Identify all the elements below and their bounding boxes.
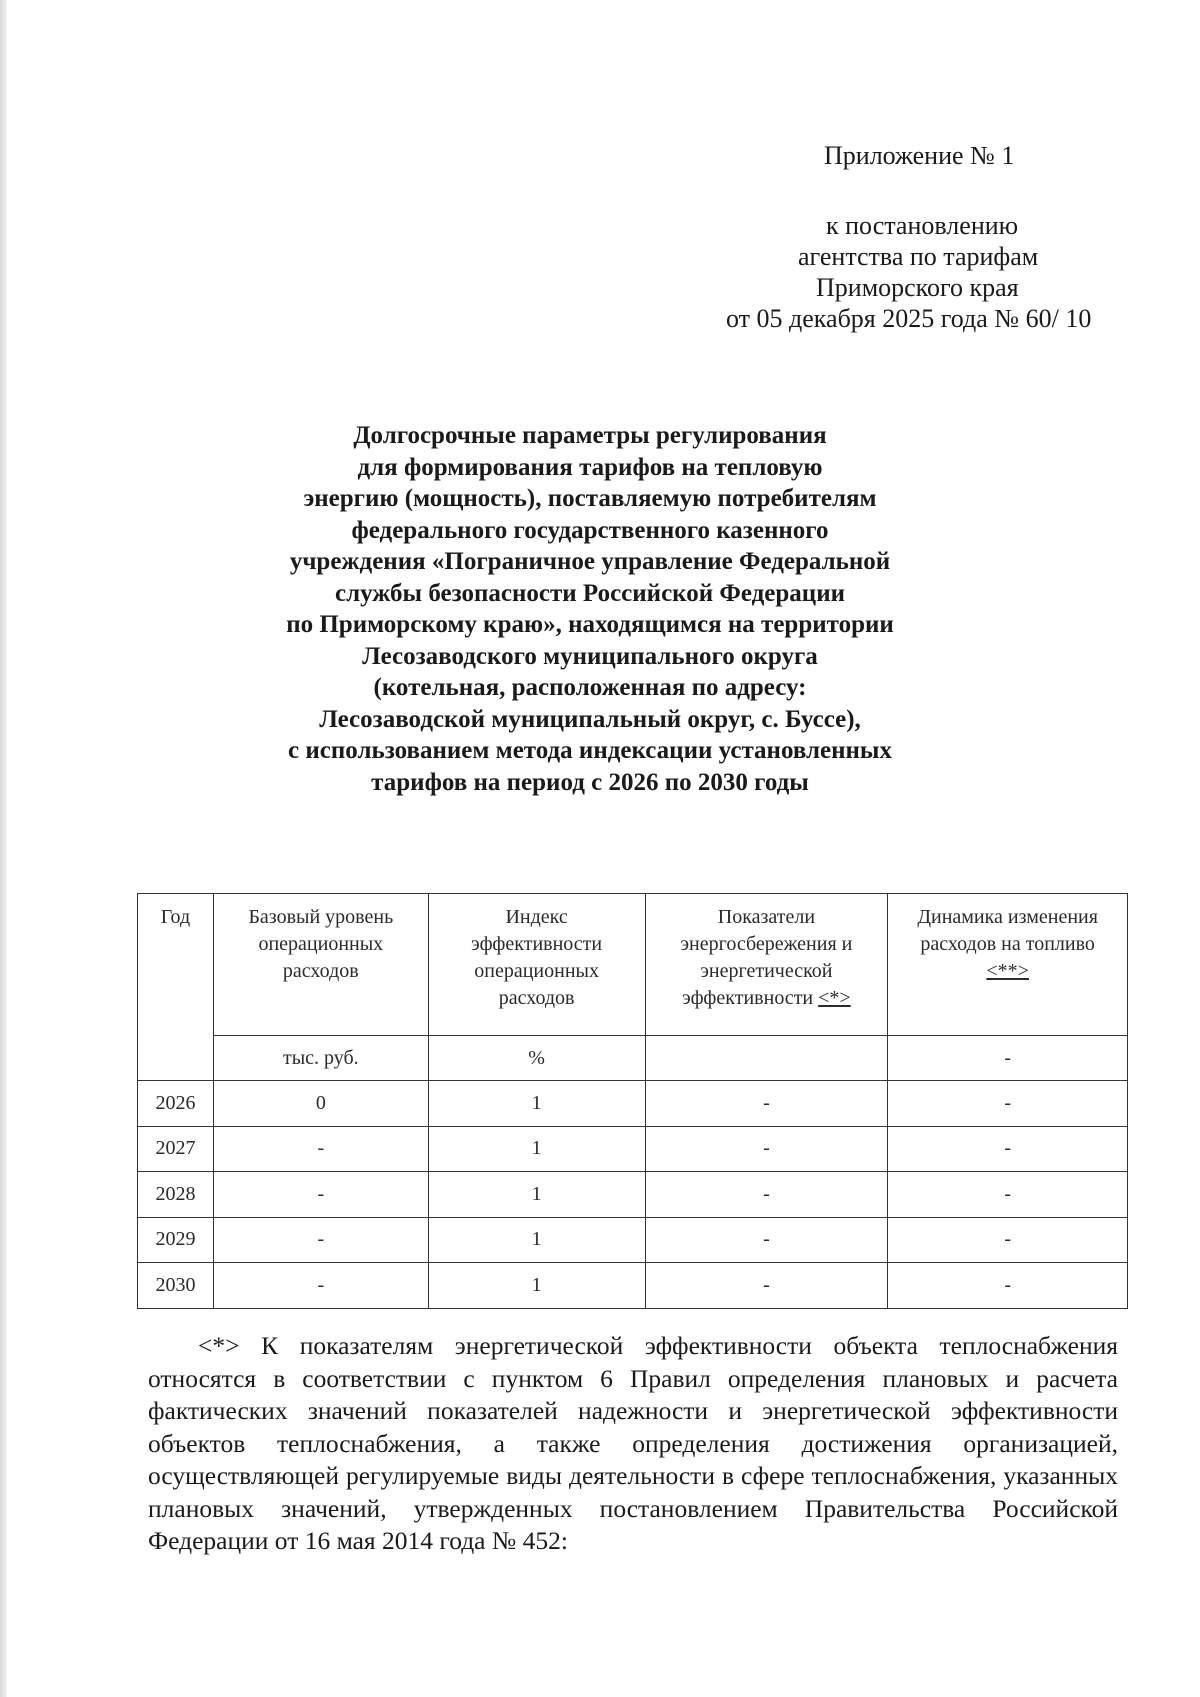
table-row: [138, 1263, 1128, 1309]
cell-base-level: -: [213, 1217, 428, 1263]
title-line: Лесозаводского муниципального округа: [362, 642, 818, 670]
cell-year: 2028: [138, 1172, 214, 1218]
cell-efficiency-index: 1: [428, 1081, 645, 1127]
parameters-table: [137, 893, 1128, 1309]
cell-fuel-dynamics: -: [888, 1263, 1128, 1309]
cell-base-level: -: [213, 1126, 428, 1172]
cell-base-level: 0: [213, 1081, 428, 1127]
title-line: с использованием метода индексации установленных: [288, 737, 892, 764]
cell-energy-saving: -: [645, 1172, 888, 1218]
table-units-row: [138, 1036, 1128, 1081]
document-title: [150, 420, 1030, 798]
page-edge-shadow: [0, 0, 7, 1697]
footnote-ref-2[interactable]: <**>: [986, 960, 1029, 982]
title-line: федерального государственного казенного: [351, 516, 829, 544]
cell-year: 2026: [138, 1081, 214, 1127]
cell-fuel-dynamics: -: [888, 1081, 1128, 1127]
title-line: энергию (мощность), поставляемую потребителям: [303, 485, 877, 512]
cell-efficiency-index: 1: [428, 1172, 645, 1218]
cell-base-level: -: [213, 1172, 428, 1218]
title-line: службы безопасности Российской Федерации: [334, 579, 846, 607]
header-base-level: Базовый уровень операционных расходов: [213, 894, 428, 1036]
cell-year: 2030: [138, 1263, 214, 1309]
cell-base-level: -: [213, 1263, 428, 1309]
appendix-number: Приложение № 1: [824, 141, 1015, 170]
cell-efficiency-index: 1: [428, 1217, 645, 1263]
table-row: [138, 1172, 1128, 1218]
header-efficiency-index: Индекс эффективности операционных расходов: [428, 894, 645, 1036]
unit-efficiency-index: %: [428, 1036, 645, 1081]
footnote-ref-1[interactable]: <*>: [818, 987, 851, 1009]
title-line: Долгосрочные параметры регулирования: [353, 422, 827, 449]
cell-fuel-dynamics: -: [888, 1126, 1128, 1172]
table-header-row: [138, 894, 1128, 1036]
title-line: (котельная, расположенная по адресу:: [373, 674, 807, 701]
cell-year: 2027: [138, 1126, 214, 1172]
unit-fuel-dynamics: -: [888, 1036, 1128, 1081]
cell-year: 2029: [138, 1217, 214, 1263]
cell-energy-saving: -: [645, 1217, 888, 1263]
cell-fuel-dynamics: -: [888, 1217, 1128, 1263]
appendix-line-3: Приморского края: [816, 273, 1019, 302]
title-line: Лесозаводской муниципальный округ, с. Буссе),: [319, 705, 861, 733]
title-line: по Приморскому краю», находящимся на территории: [286, 611, 894, 638]
unit-energy-saving: [645, 1036, 888, 1081]
appendix-line-2: агентства по тарифам: [798, 242, 1039, 271]
cell-efficiency-index: 1: [428, 1263, 645, 1309]
cell-fuel-dynamics: -: [888, 1172, 1128, 1218]
table-row: [138, 1217, 1128, 1263]
cell-energy-saving: -: [645, 1081, 888, 1127]
cell-efficiency-index: 1: [428, 1126, 645, 1172]
unit-base-level: тыс. руб.: [213, 1036, 428, 1081]
cell-energy-saving: -: [645, 1263, 888, 1309]
appendix-line-1: к постановлению: [826, 211, 1019, 240]
header-fuel-dynamics: Динамика изменения расходов на топливо <**>: [888, 894, 1128, 1036]
cell-energy-saving: -: [645, 1126, 888, 1172]
title-line: тарифов на период с 2026 по 2030 годы: [371, 768, 809, 796]
header-energy-saving: Показатели энергосбережения и энергетической эффективности <*>: [645, 894, 888, 1036]
appendix-line-4: от 05 декабря 2025 года № 60/ 10: [726, 304, 1092, 333]
header-year: Год: [138, 894, 214, 1081]
footnote-paragraph: <*> К показателям энергетической эффективности объекта теплоснабжения относятся в соответствии с пунктом 6 Правил определения плановых и расчета фактических значений показателей надежности и энергетической эффективности объектов теплоснабжения, а также определения достижения организацией, осуществляющей регулируемые виды деятельности в сфере теплоснабжения, указанных плановых значений, утвержденных постановлением Правительства Российской Федерации от 16 мая 2014 года № 452:: [148, 1331, 1118, 1555]
table-row: [138, 1126, 1128, 1172]
table-row: [138, 1081, 1128, 1127]
title-line: учреждения «Пограничное управление Федеральной: [289, 548, 891, 575]
title-line: для формирования тарифов на тепловую: [357, 453, 823, 481]
